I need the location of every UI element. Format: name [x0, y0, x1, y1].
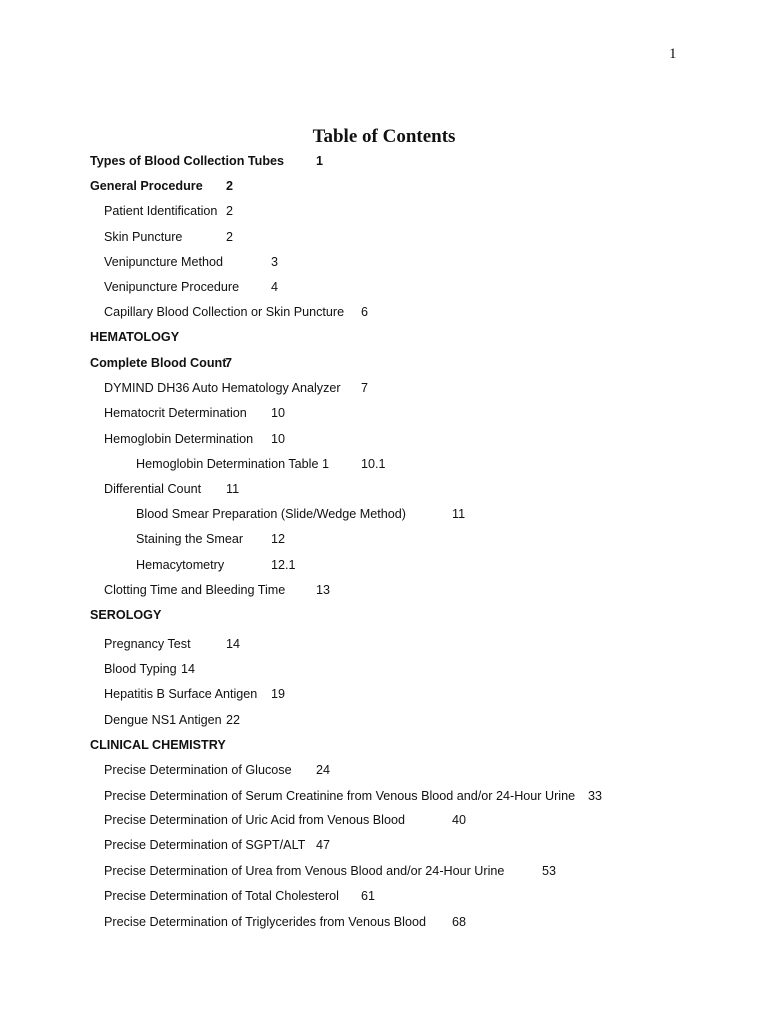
toc-entry-label: Complete Blood Count	[90, 356, 227, 370]
toc-entry[interactable]	[104, 913, 467, 931]
toc-entry-label: DYMIND DH36 Auto Hematology Analyzer	[104, 381, 341, 395]
toc-entry-label: Staining the Smear	[136, 532, 244, 546]
toc-entry[interactable]	[104, 787, 603, 805]
toc-entry-page: 11	[226, 482, 240, 496]
toc-entry-label: Patient Identification	[104, 204, 218, 218]
toc-entry-label: HEMATOLOGY	[90, 330, 180, 344]
toc-entry-page: 7	[225, 356, 233, 370]
toc-entry-page: 14	[181, 662, 196, 676]
toc-entry-label: Hepatitis B Surface Antigen	[104, 687, 258, 701]
toc-entry[interactable]	[104, 228, 234, 246]
toc-entry-page: 4	[271, 280, 279, 294]
toc-entry[interactable]	[104, 811, 467, 829]
toc-entry-page: 11	[452, 507, 466, 521]
toc-entry-page: 47	[316, 838, 331, 852]
toc-entry-page: 13	[316, 583, 331, 597]
toc-entry-page: 68	[452, 915, 467, 929]
toc-entry-label: Blood Typing	[104, 662, 177, 676]
toc-entry-page: 24	[316, 763, 331, 777]
toc-entry-label: Venipuncture Method	[104, 255, 224, 269]
toc-entry[interactable]	[104, 253, 279, 271]
toc-entry[interactable]	[90, 177, 234, 195]
toc-entry-page: 14	[226, 637, 241, 651]
toc-entry[interactable]	[104, 711, 241, 729]
toc-entry-label: CLINICAL CHEMISTRY	[90, 738, 226, 752]
page-number: 1	[669, 46, 677, 62]
toc-entry[interactable]	[104, 660, 196, 678]
toc-entry[interactable]	[104, 278, 279, 296]
toc-entry-page: 10	[271, 406, 286, 420]
toc-entry-label: Hemoglobin Determination Table 1	[136, 457, 329, 471]
page-title: Table of Contents	[312, 126, 456, 147]
toc-entry[interactable]	[104, 685, 286, 703]
toc-entry-label: Precise Determination of Urea from Venous Blood and/or 24-Hour Urine	[104, 864, 505, 878]
toc-entry[interactable]	[136, 505, 466, 523]
toc-entry[interactable]	[136, 455, 386, 473]
toc-entry-page: 12	[271, 532, 286, 546]
toc-entry-label: Precise Determination of Triglycerides from Venous Blood	[104, 915, 426, 929]
toc-entry-page: 53	[542, 864, 557, 878]
toc-entry-page: 10.1	[361, 457, 386, 471]
toc-entry-label: Skin Puncture	[104, 230, 183, 244]
toc-entry[interactable]	[104, 887, 376, 905]
toc-entry[interactable]	[104, 761, 331, 779]
toc-entry[interactable]	[104, 379, 369, 397]
toc-entry[interactable]	[104, 836, 331, 854]
toc-entry-label: Precise Determination of Glucose	[104, 763, 292, 777]
toc-entry-label: Hemoglobin Determination	[104, 432, 254, 446]
toc-entry-page: 6	[361, 305, 369, 319]
toc-entry-label: Precise Determination of Serum Creatinine from Venous Blood and/or 24-Hour Urine	[104, 789, 576, 803]
toc-entry-label: Precise Determination of Uric Acid from Venous Blood	[104, 813, 405, 827]
toc-entry-label: Hematocrit Determination	[104, 406, 247, 420]
section-heading[interactable]	[90, 736, 226, 754]
toc-entry[interactable]	[90, 354, 233, 372]
toc-entry-label: Venipuncture Procedure	[104, 280, 240, 294]
toc-entry-label: Types of Blood Collection Tubes	[90, 154, 285, 168]
toc-entry-page: 2	[226, 230, 234, 244]
toc-entry[interactable]	[104, 635, 241, 653]
toc-entry-label: Clotting Time and Bleeding Time	[104, 583, 286, 597]
toc-entry[interactable]	[90, 152, 324, 170]
section-heading[interactable]	[90, 606, 161, 624]
toc-entry-page: 1	[316, 154, 324, 168]
toc-entry-label: Dengue NS1 Antigen	[104, 713, 222, 727]
toc-entry-label: Hemacytometry	[136, 558, 225, 572]
toc-entry-page: 3	[271, 255, 279, 269]
toc-entry-page: 19	[271, 687, 286, 701]
toc-entry-label: Blood Smear Preparation (Slide/Wedge Method)	[136, 507, 406, 521]
toc-entry[interactable]	[104, 581, 331, 599]
toc-entry-page: 2	[226, 204, 234, 218]
toc-entry-label: SEROLOGY	[90, 608, 162, 622]
toc-entry[interactable]	[136, 530, 286, 548]
toc-entry-page: 22	[226, 713, 241, 727]
toc-entry-label: Pregnancy Test	[104, 637, 191, 651]
toc-entry-label: General Procedure	[90, 179, 203, 193]
toc-entry-label: Differential Count	[104, 482, 202, 496]
toc-entry-label: Capillary Blood Collection or Skin Puncture	[104, 305, 345, 319]
toc-entry[interactable]	[104, 862, 557, 880]
toc-entry-page: 2	[226, 179, 234, 193]
section-heading[interactable]	[90, 328, 179, 346]
toc-entry[interactable]	[104, 202, 234, 220]
toc-entry-page: 12.1	[271, 558, 296, 572]
toc-entry-page: 61	[361, 889, 376, 903]
toc-entry[interactable]	[104, 404, 286, 422]
toc-entry[interactable]	[104, 430, 286, 448]
toc-entry[interactable]	[136, 556, 296, 574]
toc-entry-page: 33	[588, 789, 603, 803]
toc-entry-page: 10	[271, 432, 286, 446]
toc-entry[interactable]	[104, 480, 240, 498]
toc-entry-label: Precise Determination of SGPT/ALT	[104, 838, 306, 852]
toc-entry[interactable]	[104, 303, 369, 321]
toc-entry-page: 40	[452, 813, 467, 827]
toc-entry-label: Precise Determination of Total Cholesterol	[104, 889, 339, 903]
toc-entry-page: 7	[361, 381, 369, 395]
